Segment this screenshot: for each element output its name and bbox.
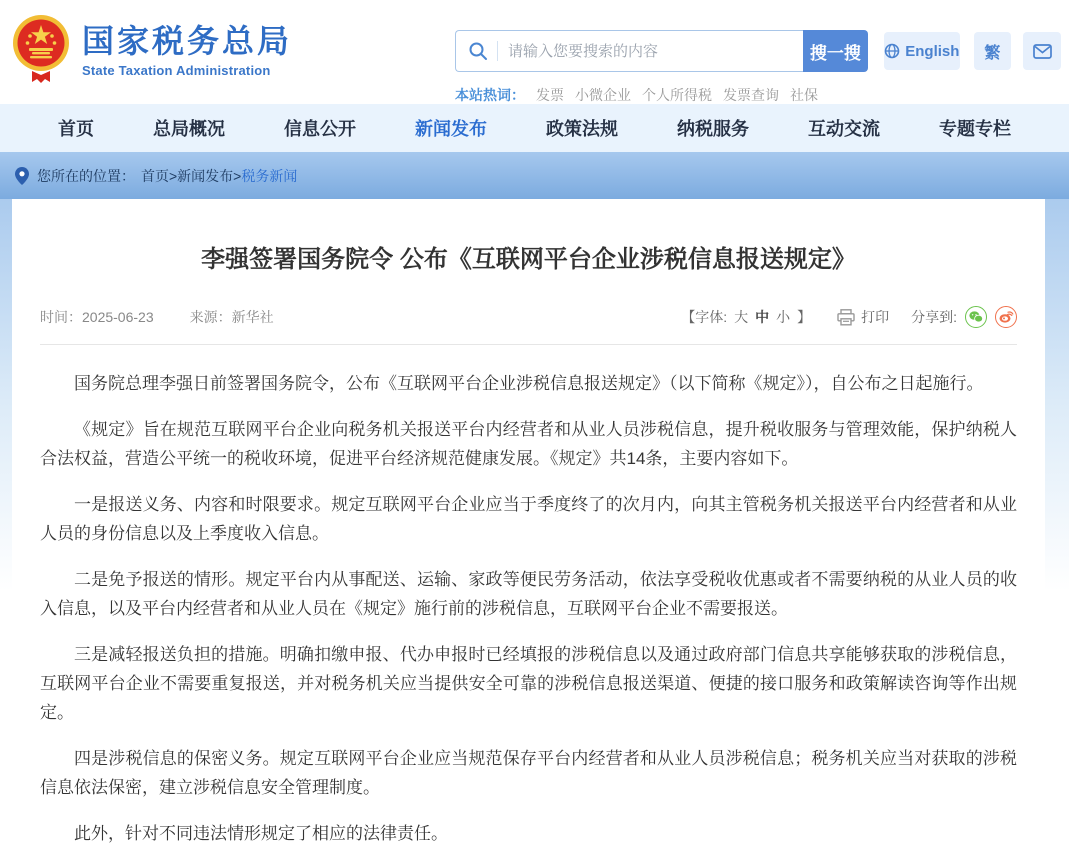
breadcrumb-current[interactable]: 税务新闻	[241, 167, 298, 184]
search-box[interactable]	[455, 30, 803, 72]
national-emblem-icon	[12, 12, 70, 88]
font-size-large[interactable]: 大	[734, 309, 749, 325]
traditional-chinese-button[interactable]: 繁	[974, 32, 1012, 70]
article-source: 来源：新华社	[189, 309, 274, 325]
globe-icon	[884, 43, 900, 59]
article-paragraph: 四是涉税信息的保密义务。规定互联网平台企业应当规范保存平台内经营者和从业人员涉税信息；税务机关应当对获取的涉税信息依法保密，建立涉税信息安全管理制度。	[40, 749, 1017, 797]
hot-word[interactable]: 发票查询	[723, 87, 779, 103]
breadcrumb-path[interactable]: 首页>新闻发布>	[141, 167, 242, 184]
nav-item-tax-service[interactable]: 纳税服务	[677, 119, 749, 139]
breadcrumb-label: 您所在的位置：	[37, 167, 135, 184]
article-card	[12, 199, 1045, 843]
nav-item-info-disclosure[interactable]: 信息公开	[284, 119, 356, 139]
site-subtitle: State Taxation Administration	[82, 63, 271, 79]
font-size-open: 【字体:	[681, 309, 728, 325]
search-icon	[468, 41, 488, 61]
article-meta-row	[40, 306, 1017, 328]
article-title: 李强签署国务院令 公布《互联网平台企业涉税信息报送规定》	[201, 246, 856, 273]
hot-word[interactable]: 发票	[536, 87, 564, 103]
hot-word[interactable]: 个人所得税	[642, 87, 712, 103]
site-header	[0, 0, 1069, 104]
article-meta-right	[681, 306, 1017, 328]
wechat-share-icon[interactable]	[965, 306, 987, 328]
print-button[interactable]	[837, 307, 889, 327]
search-input[interactable]	[508, 43, 803, 60]
nav-item-special[interactable]: 专题专栏	[939, 119, 1011, 139]
breadcrumb	[0, 152, 1069, 199]
nav-item-overview[interactable]: 总局概况	[153, 119, 225, 139]
nav-item-interaction[interactable]: 互动交流	[808, 119, 880, 139]
search-row	[455, 30, 1061, 72]
search-zone	[455, 30, 1061, 105]
hot-word[interactable]: 小微企业	[575, 87, 631, 103]
weibo-share-icon[interactable]	[995, 306, 1017, 328]
hot-words-row	[455, 85, 1061, 105]
location-pin-icon	[15, 167, 29, 185]
font-size-close: 】	[797, 309, 812, 325]
english-button[interactable]	[884, 32, 959, 70]
site-title-block	[82, 24, 292, 78]
hot-words-label: 本站热词：	[455, 87, 525, 103]
article-paragraph: 一是报送义务、内容和时限要求。规定互联网平台企业应当于季度终了的次月内，向其主管税务机关报送平台内经营者和从业人员的身份信息以及上季度收入信息。	[40, 495, 1017, 543]
english-button-label: English	[905, 42, 960, 60]
nav-item-home[interactable]: 首页	[58, 119, 94, 139]
article-paragraph: 《规定》旨在规范互联网平台企业向税务机关报送平台内经营者和从业人员涉税信息，提升税收服务与管理效能，保护纳税人合法权益，营造公平统一的税收环境，促进平台经济规范健康发展。《规定》共14条，主要内容如下。	[40, 420, 1017, 468]
mail-button[interactable]	[1023, 32, 1061, 70]
article-body	[40, 369, 1017, 848]
article-paragraph: 此外，针对不同违法情形规定了相应的法律责任。	[74, 824, 448, 843]
print-label: 打印	[861, 309, 890, 325]
search-button[interactable]: 搜一搜	[803, 30, 869, 72]
font-size-medium[interactable]: 中	[755, 309, 770, 325]
publish-time: 时间：2025-06-23	[40, 309, 154, 325]
font-size-control	[681, 307, 811, 327]
hot-word[interactable]: 社保	[790, 87, 818, 103]
nav-item-news[interactable]: 新闻发布	[415, 119, 487, 139]
nav-item-policy[interactable]: 政策法规	[546, 119, 618, 139]
main-nav	[0, 104, 1069, 152]
search-divider	[497, 41, 498, 61]
hot-words-list	[525, 85, 818, 105]
font-size-small[interactable]: 小	[776, 309, 791, 325]
meta-divider	[40, 344, 1017, 345]
article-paragraph: 三是减轻报送负担的措施。明确扣缴申报、代办申报时已经填报的涉税信息以及通过政府部门信息共享能够获取的涉税信息，互联网平台企业不需要重复报送，并对税务机关应当提供安全可靠的涉税信息报送渠道、便捷的接口服务和政策解读咨询等作出规定。	[40, 645, 1017, 722]
article-paragraph: 二是免予报送的情形。规定平台内从事配送、运输、家政等便民劳务活动，依法享受税收优惠或者不需要纳税的从业人员的收入信息，以及平台内经营者和从业人员在《规定》施行前的涉税信息，互联网平台企业不需要报送。	[40, 570, 1017, 618]
article-meta-left	[40, 307, 274, 327]
share-label: 分享到:	[911, 309, 957, 325]
share-row	[911, 306, 1017, 328]
site-logo[interactable]	[12, 12, 292, 88]
site-title: 国家税务总局	[82, 23, 293, 59]
article-paragraph: 国务院总理李强日前签署国务院令，公布《互联网平台企业涉税信息报送规定》（以下简称《规定》），自公布之日起施行。	[74, 374, 984, 393]
mail-icon	[1033, 44, 1052, 59]
page-body	[0, 199, 1069, 843]
printer-icon	[837, 309, 855, 326]
